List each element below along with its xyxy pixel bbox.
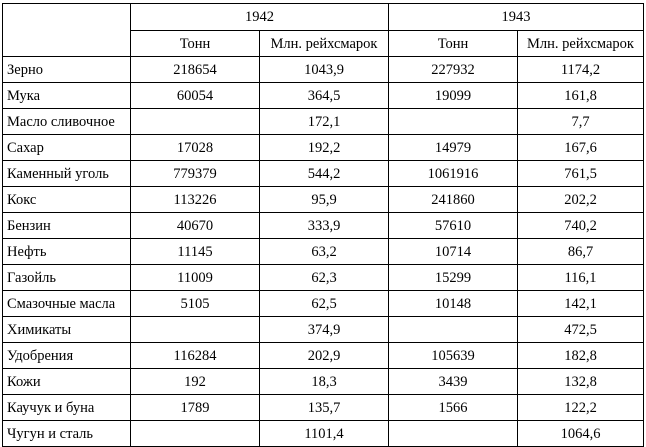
row-label: Газойль — [3, 265, 131, 291]
table-row — [3, 317, 644, 343]
marks-1942-cell: 63,2 — [260, 239, 389, 265]
marks-1943-cell: 142,1 — [518, 291, 644, 317]
unit-header-marks-1942: Млн. рейхсмарок — [260, 31, 389, 57]
data-table — [2, 3, 644, 447]
marks-1943-cell: 1064,6 — [518, 421, 644, 447]
row-label: Сахар — [3, 135, 131, 161]
marks-1943-cell: 122,2 — [518, 395, 644, 421]
unit-header-tons-1942: Тонн — [131, 31, 260, 57]
marks-1942-cell: 95,9 — [260, 187, 389, 213]
marks-1942-cell: 544,2 — [260, 161, 389, 187]
marks-1943-cell: 167,6 — [518, 135, 644, 161]
marks-1942-cell: 135,7 — [260, 395, 389, 421]
marks-1942-cell: 18,3 — [260, 369, 389, 395]
marks-1943-cell: 132,8 — [518, 369, 644, 395]
tons-1943-cell: 10714 — [389, 239, 518, 265]
row-label: Кокс — [3, 187, 131, 213]
row-label: Кожи — [3, 369, 131, 395]
tons-1943-cell: 241860 — [389, 187, 518, 213]
tons-1942-cell: 5105 — [131, 291, 260, 317]
tons-1942-cell: 11009 — [131, 265, 260, 291]
marks-1942-cell: 1101,4 — [260, 421, 389, 447]
tons-1943-cell: 105639 — [389, 343, 518, 369]
table-row — [3, 369, 644, 395]
tons-1943-cell — [389, 109, 518, 135]
table-row — [3, 135, 644, 161]
tons-1943-cell: 14979 — [389, 135, 518, 161]
year-header-1942: 1942 — [131, 4, 389, 31]
tons-1942-cell: 779379 — [131, 161, 260, 187]
row-label: Нефть — [3, 239, 131, 265]
tons-1943-cell: 227932 — [389, 57, 518, 83]
marks-1942-cell: 192,2 — [260, 135, 389, 161]
marks-1942-cell: 333,9 — [260, 213, 389, 239]
tons-1943-cell: 57610 — [389, 213, 518, 239]
marks-1943-cell: 1174,2 — [518, 57, 644, 83]
table-row — [3, 343, 644, 369]
row-label: Химикаты — [3, 317, 131, 343]
unit-header-tons-1943: Тонн — [389, 31, 518, 57]
row-label: Каучук и буна — [3, 395, 131, 421]
tons-1942-cell: 192 — [131, 369, 260, 395]
table-row — [3, 83, 644, 109]
marks-1943-cell: 740,2 — [518, 213, 644, 239]
row-label: Чугун и сталь — [3, 421, 131, 447]
table-row — [3, 109, 644, 135]
tons-1943-cell — [389, 317, 518, 343]
tons-1943-cell: 19099 — [389, 83, 518, 109]
row-label: Удобрения — [3, 343, 131, 369]
table-row — [3, 161, 644, 187]
marks-1943-cell: 161,8 — [518, 83, 644, 109]
table-row — [3, 213, 644, 239]
marks-1943-cell: 761,5 — [518, 161, 644, 187]
marks-1942-cell: 364,5 — [260, 83, 389, 109]
table-row — [3, 57, 644, 83]
tons-1943-cell: 3439 — [389, 369, 518, 395]
table-row — [3, 187, 644, 213]
tons-1942-cell — [131, 109, 260, 135]
tons-1942-cell: 113226 — [131, 187, 260, 213]
corner-cell — [3, 4, 131, 57]
tons-1942-cell — [131, 317, 260, 343]
marks-1942-cell: 202,9 — [260, 343, 389, 369]
year-header-1943: 1943 — [389, 4, 644, 31]
row-label: Зерно — [3, 57, 131, 83]
table-row — [3, 239, 644, 265]
marks-1943-cell: 202,2 — [518, 187, 644, 213]
table-row — [3, 265, 644, 291]
tons-1942-cell: 218654 — [131, 57, 260, 83]
tons-1942-cell: 11145 — [131, 239, 260, 265]
marks-1942-cell: 374,9 — [260, 317, 389, 343]
row-label: Мука — [3, 83, 131, 109]
marks-1943-cell: 86,7 — [518, 239, 644, 265]
marks-1943-cell: 7,7 — [518, 109, 644, 135]
tons-1943-cell: 15299 — [389, 265, 518, 291]
tons-1942-cell: 116284 — [131, 343, 260, 369]
unit-header-marks-1943: Млн. рейхсмарок — [518, 31, 644, 57]
marks-1942-cell: 62,5 — [260, 291, 389, 317]
tons-1942-cell: 40670 — [131, 213, 260, 239]
tons-1943-cell: 10148 — [389, 291, 518, 317]
marks-1942-cell: 1043,9 — [260, 57, 389, 83]
marks-1943-cell: 472,5 — [518, 317, 644, 343]
table-row — [3, 395, 644, 421]
marks-1943-cell: 116,1 — [518, 265, 644, 291]
year-header-row — [3, 4, 644, 31]
marks-1943-cell: 182,8 — [518, 343, 644, 369]
row-label: Смазочные масла — [3, 291, 131, 317]
tons-1942-cell: 1789 — [131, 395, 260, 421]
tons-1943-cell: 1061916 — [389, 161, 518, 187]
table-row — [3, 291, 644, 317]
row-label: Бензин — [3, 213, 131, 239]
marks-1942-cell: 172,1 — [260, 109, 389, 135]
marks-1942-cell: 62,3 — [260, 265, 389, 291]
tons-1943-cell: 1566 — [389, 395, 518, 421]
tons-1942-cell: 17028 — [131, 135, 260, 161]
row-label: Каменный уголь — [3, 161, 131, 187]
tons-1942-cell: 60054 — [131, 83, 260, 109]
row-label: Масло сливочное — [3, 109, 131, 135]
